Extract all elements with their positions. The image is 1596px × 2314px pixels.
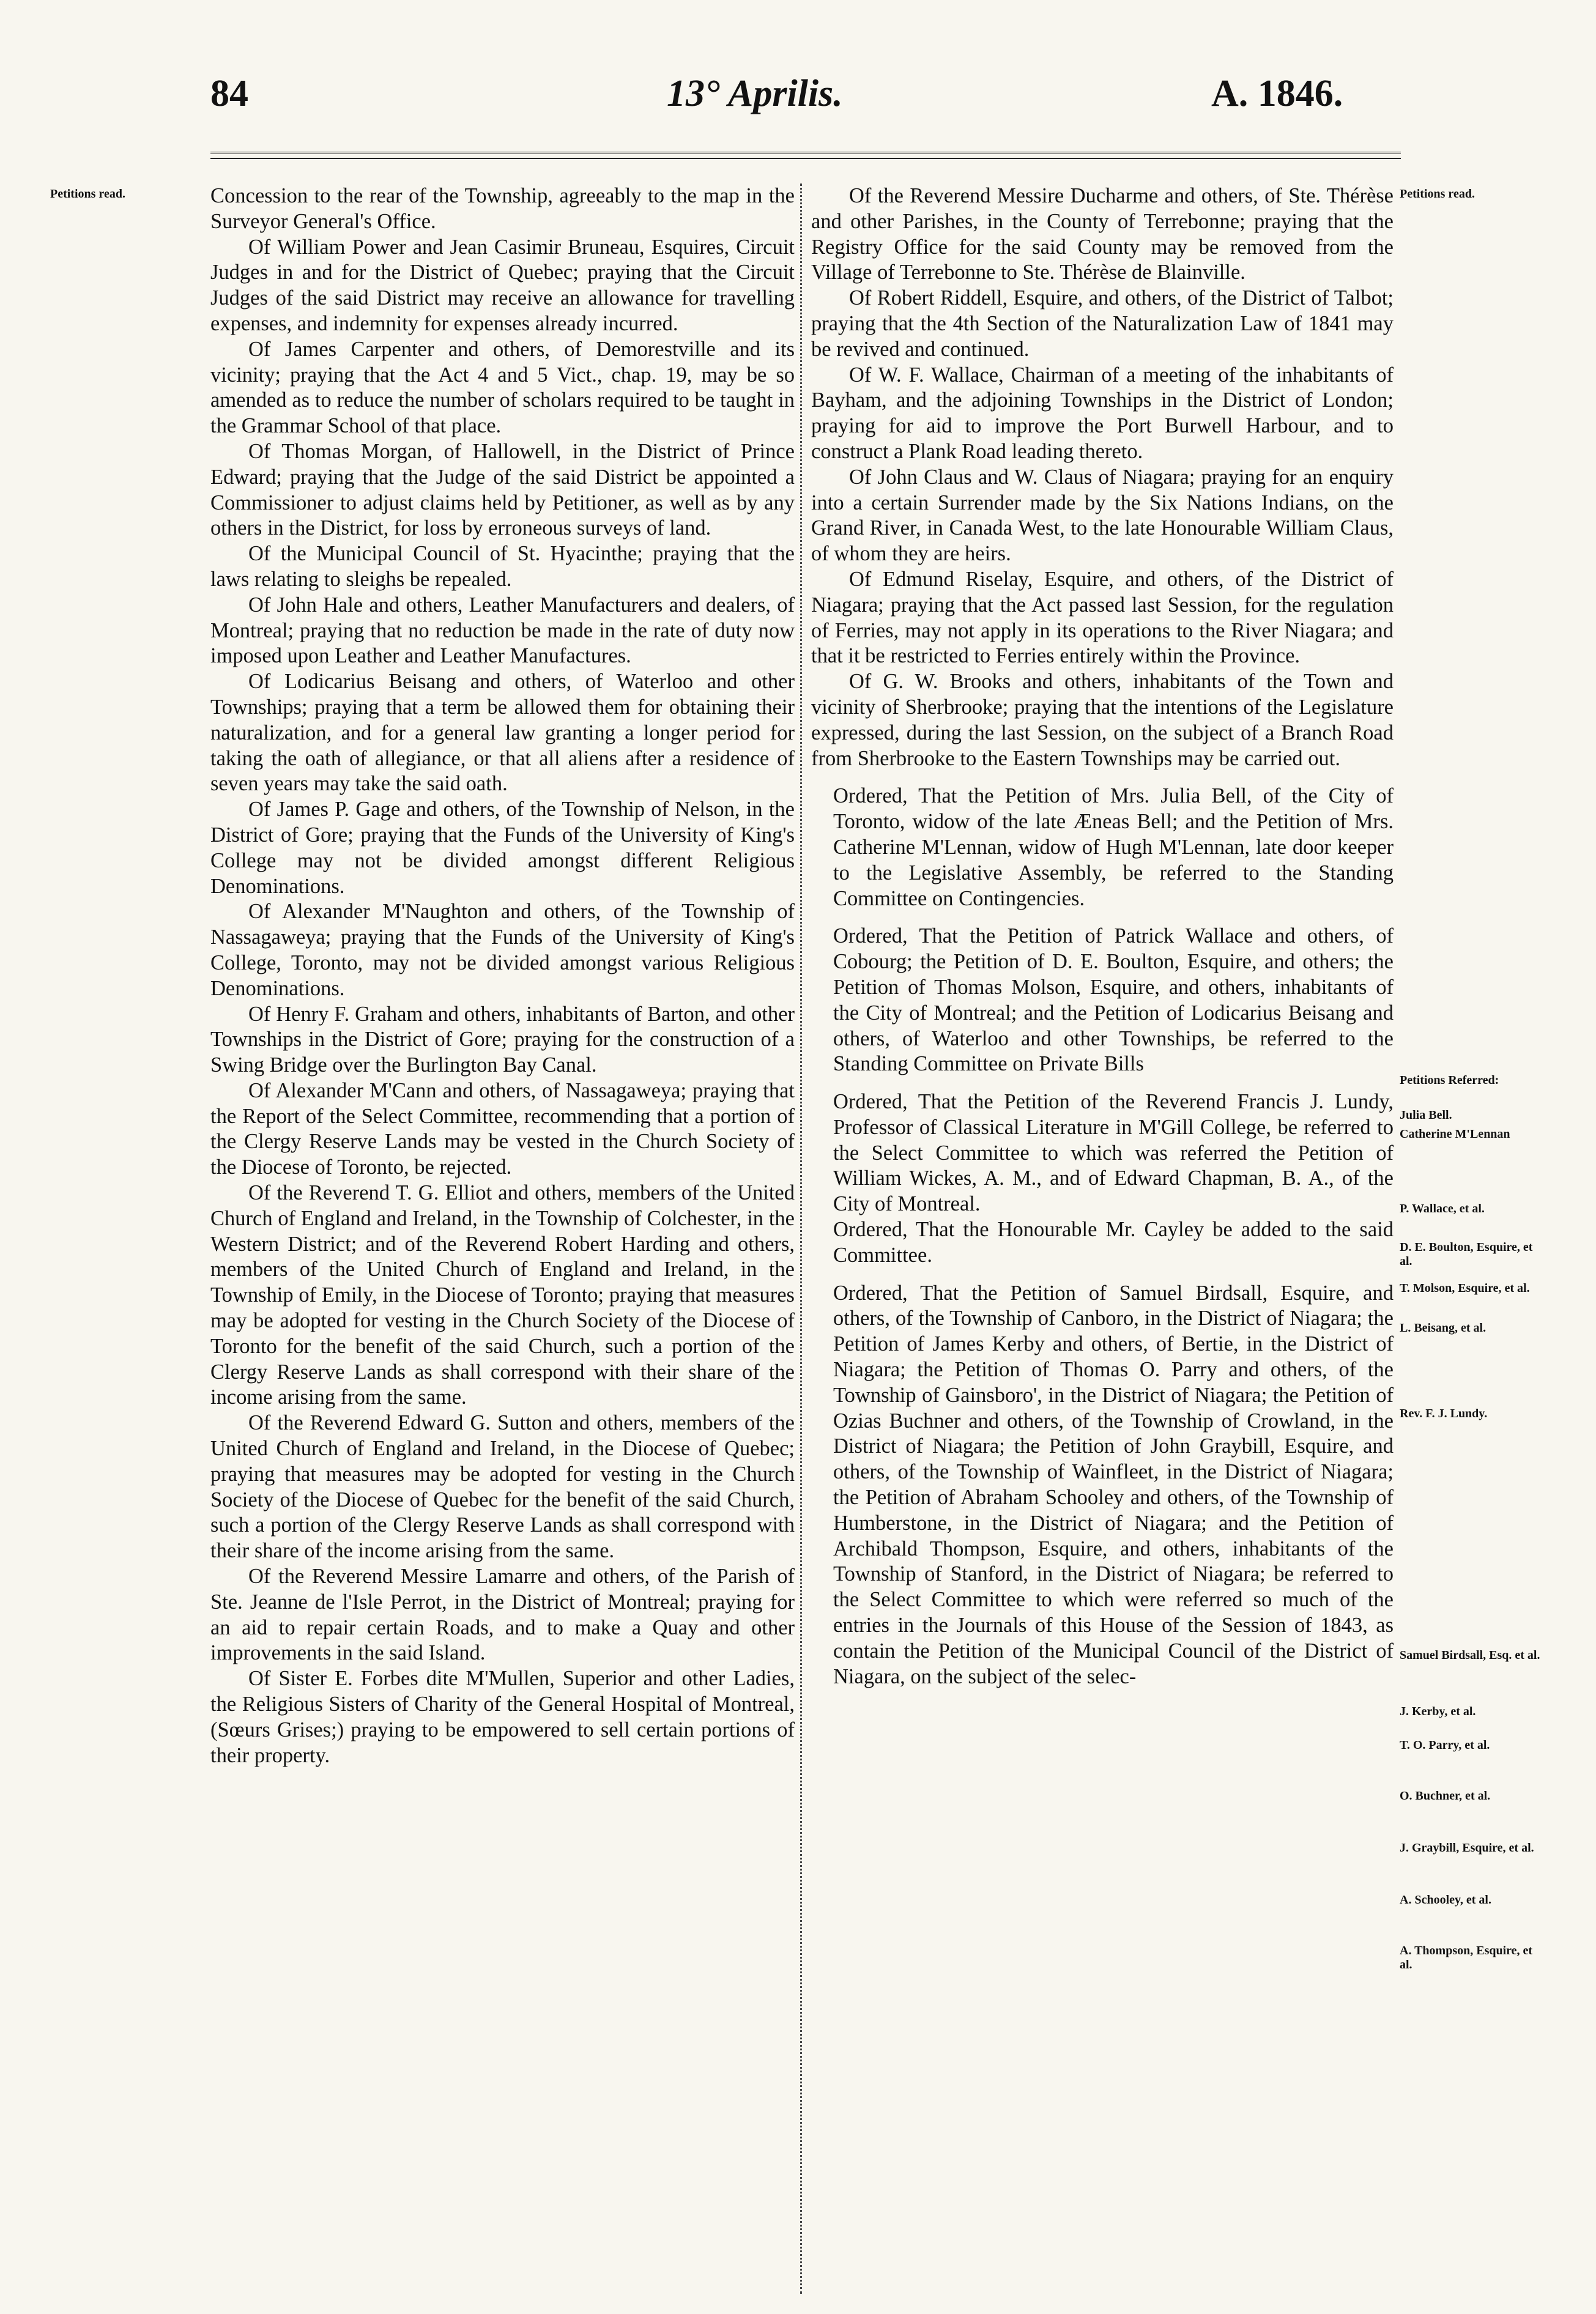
margin-note-a-thompson: A. Thompson, Esquire, et al.	[1400, 1944, 1533, 1971]
petition-paragraph: Of James Carpenter and others, of Demorestville and its vicinity; praying that the Act 4 and 5 Vict., chap. 19, may be so amended as to reduce the number of scholars required to be taught in the Grammar School of that place.	[210, 337, 795, 438]
left-column	[210, 184, 795, 1768]
margin-note-petitions-referred: Petitions Referred:	[1400, 1074, 1499, 1087]
page-year: A. 1846.	[1211, 73, 1343, 114]
column-divider	[800, 184, 802, 2294]
margin-note-t-molson: T. Molson, Esquire, et al.	[1400, 1281, 1530, 1295]
margin-note-julia-bell: Julia Bell.	[1400, 1108, 1452, 1122]
petition-paragraph: Of William Power and Jean Casimir Bruneau, Esquires, Circuit Judges in and for the District of Quebec; praying that the Circuit Judges of the said District may receive an allowance for travelling expenses, and indemnity for expenses already incurred.	[210, 235, 795, 335]
petition-paragraph: Of Sister E. Forbes dite M'Mullen, Superior and other Ladies, the Religious Sisters of Charity of the General Hospital of Montreal, (Sœurs Grises;) praying to be empowered to sell certain portions of their property.	[210, 1667, 795, 1767]
petition-paragraph: Of Alexander M'Naughton and others, of the Township of Nassagaweya; praying that the Funds of the University of King's College, Toronto, may not be divided amongst various Religious Denominations.	[210, 900, 795, 1000]
margin-note-l-beisang: L. Beisang, et al.	[1400, 1321, 1487, 1335]
page-title: 13° Aprilis.	[667, 73, 843, 114]
header-rule	[210, 152, 1401, 154]
margin-note-o-buchner: O. Buchner, et al.	[1400, 1789, 1491, 1803]
margin-note-petitions-read-right: Petitions read.	[1400, 187, 1475, 201]
petition-paragraph: Of the Reverend T. G. Elliot and others, members of the United Church of England and Ireland, in the Township of Colchester, in the Western District; and of the Reverend Robert Harding and others, members of the United Church of England and Ireland, in the Township of Emily, in the Diocese of Toronto; praying that measures may be adopted for vesting in the Church Society of the Diocese of Toronto for the benefit of the said Church, such a portion of the Clergy Reserve Lands as shall correspond with their share of the income arising from the same.	[210, 1181, 795, 1409]
petition-paragraph: Of Henry F. Graham and others, inhabitants of Barton, and other Townships in the District of Gore; praying for the construction of a Swing Bridge over the Burlington Bay Canal.	[210, 1002, 795, 1077]
petition-paragraph: Of Lodicarius Beisang and others, of Waterloo and other Townships; praying that a term be allowed them for obtaining their naturalization, and for a general law granting a longer period for taking the oath of allegiance, or that all aliens after a residence of seven years may take the said oath.	[210, 670, 795, 796]
order-paragraph: Ordered, That the Petition of Samuel Birdsall, Esquire, and others, of the Township of Canboro, in the District of Niagara; the Petition of James Kerby and others, of Bertie, in the District of Niagara; the Petition of Thomas O. Parry and others, of the Township of Gainsboro', in the District of Niagara; the Petition of Ozias Buchner and others, of the Township of Crowland, in the District of Niagara; the Petition of John Graybill, Esquire, and others, of the Township of Wainfleet, in the District of Niagara; the Petition of Abraham Schooley and others, of the Township of Humberstone, in the District of Niagara; and the Petition of Archibald Thompson, Esquire, and others, inhabitants of the Township of Stanford, in the District of Niagara; be referred to the Select Committee to which were referred so much of the entries in the Journals of this House of the Session of 1843, as contain the Petition of the Municipal Council of the District of Niagara, on the subject of the selec-	[833, 1281, 1394, 1688]
header-rule-secondary	[210, 158, 1401, 159]
petition-paragraph: Of Thomas Morgan, of Hallowell, in the District of Prince Edward; praying that the Judge of the said District be appointed a Commissioner to adjust claims held by Petitioner, as well as by any others in the District, for loss by erroneous surveys of land.	[210, 439, 795, 540]
petition-paragraph: Of the Municipal Council of St. Hyacinthe; praying that the laws relating to sleighs be repealed.	[210, 542, 795, 591]
margin-note-a-schooley: A. Schooley, et al.	[1400, 1893, 1491, 1907]
petition-paragraph: Concession to the rear of the Township, agreeably to the map in the Surveyor General's Office.	[210, 184, 795, 233]
margin-note-j-graybill: J. Graybill, Esquire, et al.	[1400, 1841, 1534, 1855]
margin-note-petitions-read-left: Petitions read.	[50, 187, 125, 201]
petition-paragraph: Of John Hale and others, Leather Manufacturers and dealers, of Montreal; praying that no reduction be made in the rate of duty now imposed upon Leather and Leather Manufactures.	[210, 593, 795, 668]
petition-paragraph: Of the Reverend Messire Lamarre and others, of the Parish of Ste. Jeanne de l'Isle Perrot, in the District of Montreal; praying for an aid to repair certain Roads, and to make a Quay and other improvements in the said Island.	[210, 1565, 795, 1665]
margin-note-catherine-mlennan: Catherine M'Lennan	[1400, 1127, 1510, 1141]
petition-paragraph: Of James P. Gage and others, of the Township of Nelson, in the District of Gore; praying that the Funds of the University of King's College may not be divided amongst different Religious Denominations.	[210, 798, 795, 898]
margin-note-p-wallace: P. Wallace, et al.	[1400, 1202, 1485, 1215]
order-paragraph: Ordered, That the Honourable Mr. Cayley be added to the said Committee.	[833, 1218, 1394, 1267]
margin-note-to-parry: T. O. Parry, et al.	[1400, 1738, 1490, 1752]
petition-paragraph: Of W. F. Wallace, Chairman of a meeting of the inhabitants of Bayham, and the adjoining Townships in the District of London; praying for aid to improve the Port Burwell Harbour, and to construct a Plank Road leading thereto.	[811, 363, 1394, 463]
petition-paragraph: Of the Reverend Messire Ducharme and others, of Ste. Thérèse and other Parishes, in the County of Terrebonne; praying that the Registry Office for the said County may be removed from the Village of Terrebonne to Ste. Thérèse de Blainville.	[811, 184, 1394, 284]
page-number: 84	[210, 73, 248, 114]
margin-note-samuel-birdsall: Samuel Birdsall, Esq. et al.	[1400, 1648, 1540, 1662]
petition-paragraph: Of Edmund Riselay, Esquire, and others, of the District of Niagara; praying that the Act passed last Session, for the regulation of Ferries, may not apply in its operations to the River Niagara; and that it be restricted to Ferries entirely within the Province.	[811, 567, 1394, 668]
margin-note-de-boulton: D. E. Boulton, Esquire, et al.	[1400, 1240, 1533, 1268]
petition-paragraph: Of Robert Riddell, Esquire, and others, of the District of Talbot; praying that the 4th Section of the Naturalization Law of 1841 may be revived and continued.	[811, 286, 1394, 361]
petition-paragraph: Of John Claus and W. Claus of Niagara; praying for an enquiry into a certain Surrender made by the Six Nations Indians, on the Grand River, in Canada West, to the late Honourable William Claus, of whom they are heirs.	[811, 465, 1394, 566]
order-paragraph: Ordered, That the Petition of Patrick Wallace and others, of Cobourg; the Petition of D. E. Boulton, Esquire, and others; the Petition of Thomas Molson, Esquire, and others, inhabitants of the City of Montreal; and the Petition of Lodicarius Beisang and others, of Waterloo and other Townships, be referred to the Standing Committee on Private Bills	[833, 924, 1394, 1076]
order-paragraph: Ordered, That the Petition of Mrs. Julia Bell, of the City of Toronto, widow of the late Æneas Bell; and the Petition of Mrs. Catherine M'Lennan, widow of Hugh M'Lennan, late door keeper to the Legislative Assembly, be referred to the Standing Committee on Contingencies.	[833, 784, 1394, 910]
petition-paragraph: Of G. W. Brooks and others, inhabitants of the Town and vicinity of Sherbrooke; praying that the intentions of the Legislature expressed, during the last Session, on the subject of a Branch Road from Sherbrooke to the Eastern Townships may be carried out.	[811, 670, 1394, 770]
petition-paragraph: Of the Reverend Edward G. Sutton and others, members of the United Church of England and Ireland, in the Diocese of Quebec; praying that measures may be adopted for vesting in the Church Society of the Diocese of Quebec for the benefit of the said Church, such a portion of the Clergy Reserve Lands as shall correspond with their share of the income arising from the same.	[210, 1411, 795, 1563]
margin-note-j-kerby: J. Kerby, et al.	[1400, 1705, 1476, 1718]
order-paragraph: Ordered, That the Petition of the Reverend Francis J. Lundy, Professor of Classical Literature in M'Gill College, be referred to the Select Committee to which was referred the Petition of William Wickes, A. M., and of Edward Chapman, B. A., of the City of Montreal.	[833, 1090, 1394, 1216]
petition-paragraph: Of Alexander M'Cann and others, of Nassagaweya; praying that the Report of the Select Committee, recommending that a portion of the Clergy Reserve Lands may be vested in the Church Society of the Diocese of Toronto, be rejected.	[210, 1078, 795, 1179]
margin-note-rev-fj-lundy: Rev. F. J. Lundy.	[1400, 1407, 1488, 1420]
right-column	[811, 184, 1394, 1689]
